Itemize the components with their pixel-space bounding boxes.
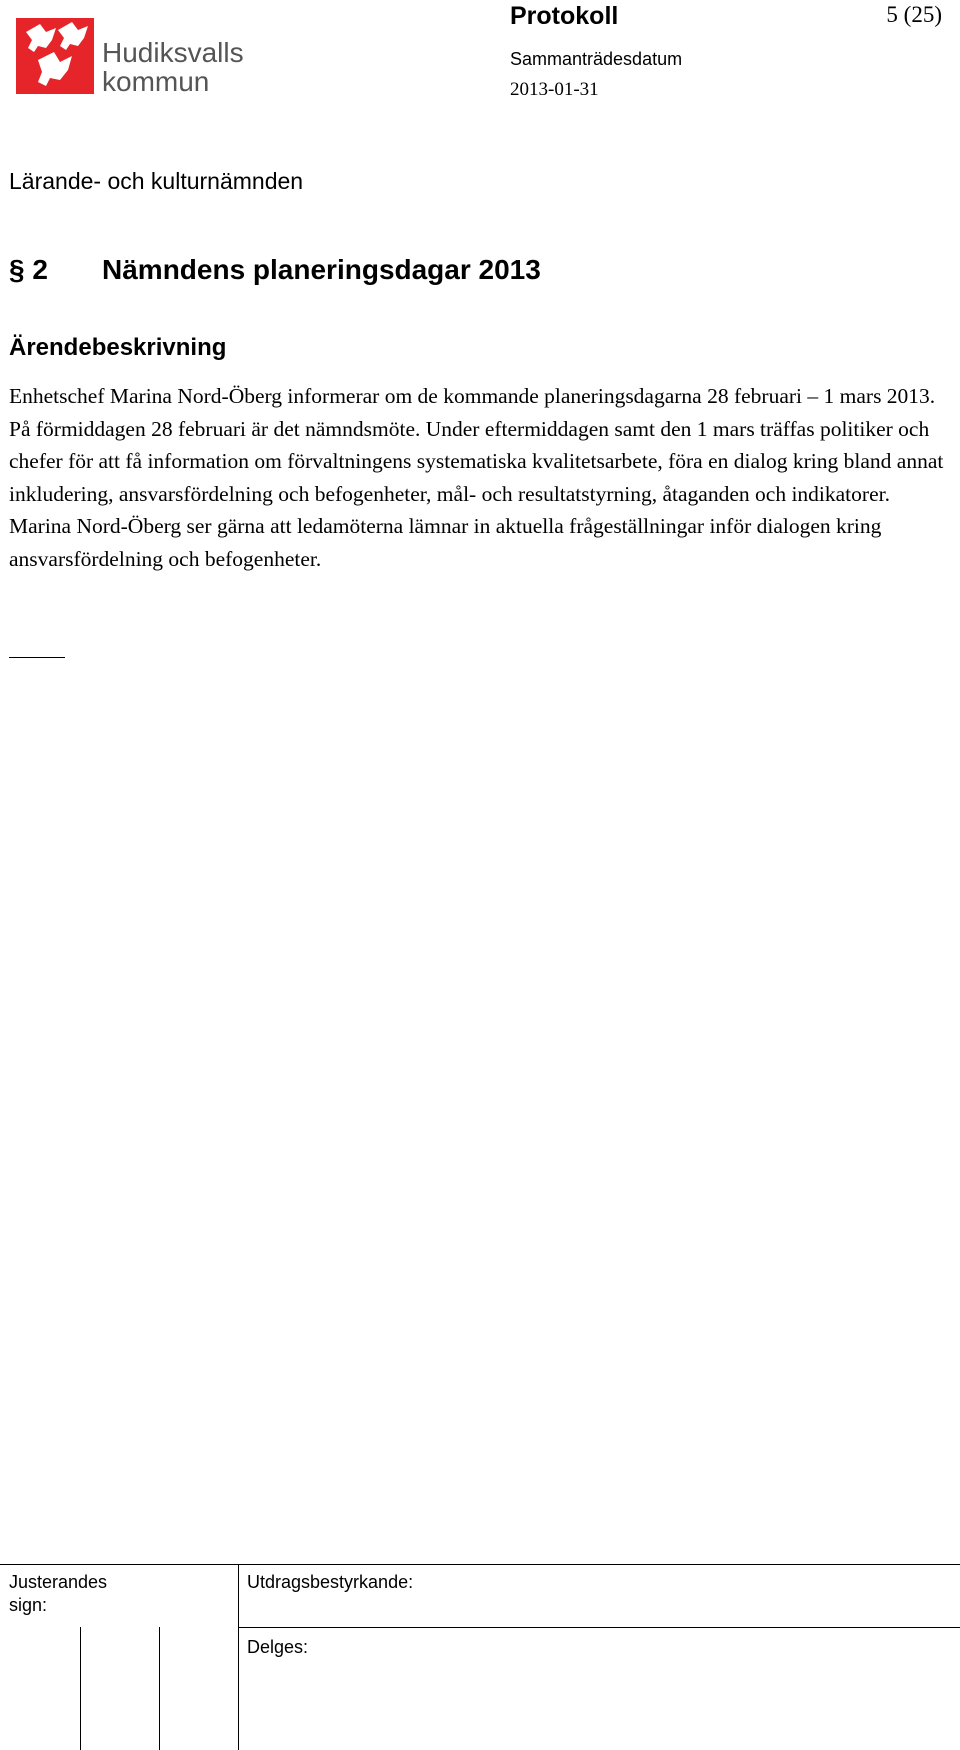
case-description-body: Enhetschef Marina Nord-Öberg informerar om de kommande planeringsdagarna 28 februari – 1 mars 2013. På förmiddagen 28 februari är det nämndsmöte. Under eftermiddagen samt den 1 mars träffas politiker och chefer för att få information om förvaltningens systematiska kvalitetsarbete, föra en dialog kring bland annat inkludering, ansvarsfördelning och befogenheter, mål- och resultatstyrning, åtaganden och indikatorer. Marina Nord-Öberg ser gärna att ledamöterna lämnar in aktuella frågeställningar inför dialogen kring ansvarsfördelning och befogenheter. bbox=[9, 384, 944, 571]
signature-footer bbox=[0, 1564, 960, 1750]
delges-label: Delges: bbox=[247, 1637, 309, 1657]
signature-column-divider-2 bbox=[159, 1627, 160, 1750]
section-heading bbox=[9, 254, 541, 286]
justerandes-sign-label: Justerandes sign: bbox=[9, 1572, 108, 1615]
section-number: § 2 bbox=[9, 254, 48, 285]
footer-divider-horizontal bbox=[238, 1627, 960, 1628]
meeting-date: 2013-01-31 bbox=[510, 79, 599, 100]
committee-name: Lärande- och kulturnämnden bbox=[9, 168, 304, 194]
page-number: 5 (25) bbox=[886, 2, 942, 27]
case-description-heading: Ärendebeskrivning bbox=[9, 334, 227, 361]
hudiksvall-coat-of-arms-icon bbox=[16, 18, 94, 94]
section-end-rule bbox=[9, 657, 65, 658]
logo-line-1: Hudiksvalls bbox=[102, 37, 244, 68]
document-type: Protokoll bbox=[510, 2, 619, 30]
logo-line-2: kommun bbox=[102, 66, 210, 97]
logo-wordmark bbox=[102, 38, 244, 96]
footer-divider-vertical bbox=[238, 1565, 239, 1750]
utdragsbestyrkande-label: Utdragsbestyrkande: bbox=[247, 1572, 414, 1592]
municipality-logo bbox=[16, 18, 262, 97]
meeting-date-label: Sammanträdesdatum bbox=[510, 49, 683, 69]
signature-column-divider-1 bbox=[80, 1627, 81, 1750]
section-title: Nämndens planeringsdagar 2013 bbox=[102, 254, 541, 285]
